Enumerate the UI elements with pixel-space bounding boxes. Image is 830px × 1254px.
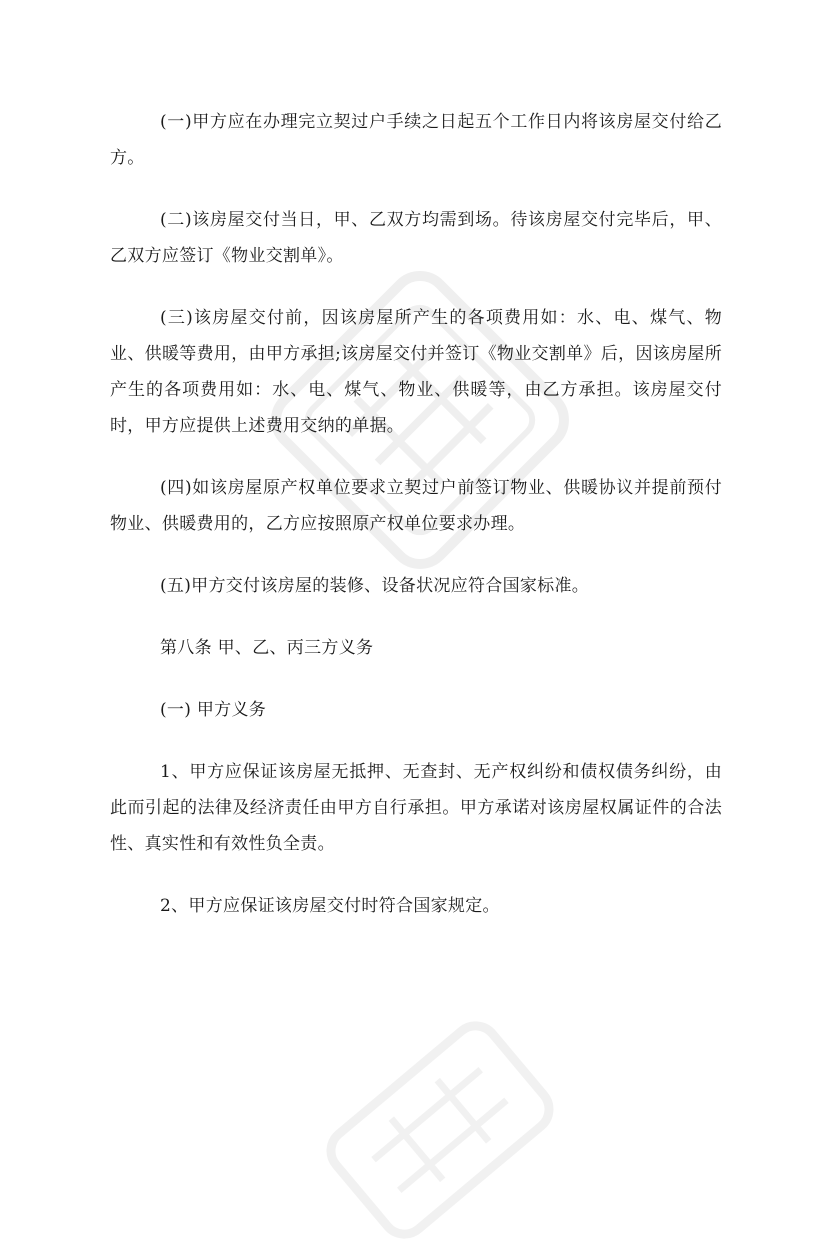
paragraph-3: (三)该房屋交付前，因该房屋所产生的各项费用如：水、电、煤气、物业、供暖等费用，由甲方承担;该房屋交付并签订《物业交割单》后，因该房屋所产生的各项费用如：水、电、煤气、物业、供暖等，由乙方承担。该房屋交付时，甲方应提供上述费用交纳的单据。: [110, 308, 722, 436]
paragraph-2: (二)该房屋交付当日，甲、乙双方均需到场。待该房屋交付完毕后，甲、乙双方应签订《物业交割单》。: [110, 210, 722, 266]
paragraph-8: 1、甲方应保证该房屋无抵押、无查封、无产权纠纷和债权债务纠纷，由此而引起的法律及经济责任由甲方自行承担。甲方承诺对该房屋权属证件的合法性、真实性和有效性负全责。: [110, 762, 722, 854]
paragraph-5: (五)甲方交付该房屋的装修、设备状况应符合国家标准。: [160, 576, 590, 596]
paragraph-9: 2、甲方应保证该房屋交付时符合国家规定。: [160, 896, 500, 916]
subsection-heading-party-a: (一) 甲方义务: [160, 700, 267, 720]
section-heading-article-8: 第八条 甲、乙、丙三方义务: [160, 638, 374, 658]
paragraph-1: (一)甲方应在办理完立契过户手续之日起五个工作日内将该房屋交付给乙方。: [110, 112, 722, 168]
watermark-seal-bottom: [311, 1006, 570, 1254]
paragraph-4: (四)如该房屋原产权单位要求立契过户前签订物业、供暖协议并提前预付物业、供暖费用的，乙方应按照原产权单位要求办理。: [110, 478, 722, 534]
document-body: [110, 104, 722, 924]
